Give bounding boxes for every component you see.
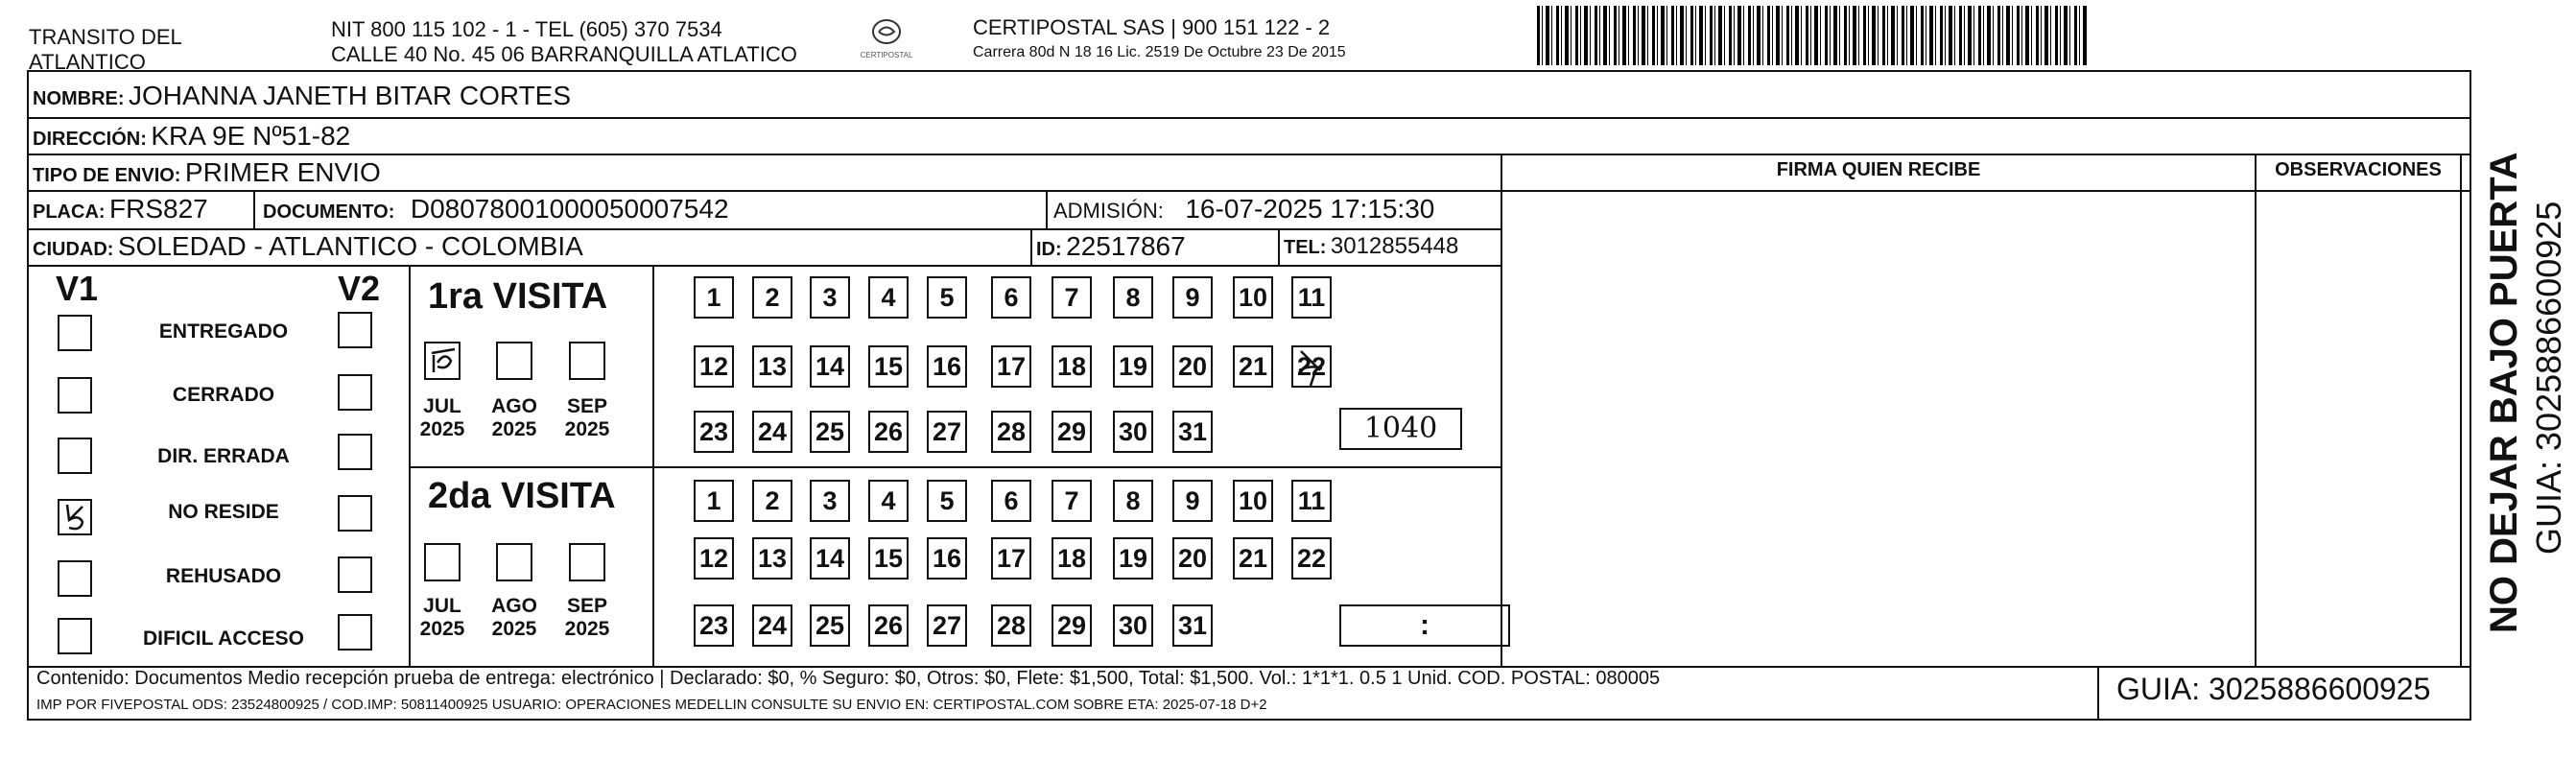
visit1-day-box[interactable]: 31: [1172, 411, 1213, 453]
visit2-day-box[interactable]: 24: [752, 604, 792, 647]
visit2-month-jul: JUL 2025: [419, 595, 465, 640]
sender-info: [331, 17, 797, 67]
v1-header: V1: [56, 269, 99, 308]
visit1-day-box[interactable]: 22: [1291, 345, 1332, 388]
carrier-name: CERTIPOSTAL SAS | 900 151 122 - 2: [973, 15, 1331, 39]
side-guia: GUIA: 3025886600925: [2529, 201, 2568, 555]
visit1-day-box[interactable]: 23: [694, 411, 734, 453]
visit2-day-box[interactable]: 10: [1233, 480, 1273, 522]
v1-dificil-acceso-checkbox[interactable]: [58, 618, 92, 654]
visit1-day-box[interactable]: 25: [810, 411, 850, 453]
visit1-day-box[interactable]: 10: [1233, 276, 1273, 319]
visit2-day-box[interactable]: 16: [927, 537, 967, 580]
visit1-day-box[interactable]: 4: [868, 276, 909, 319]
visit2-day-box[interactable]: 15: [868, 537, 909, 580]
visit2-day-box[interactable]: 5: [927, 480, 967, 522]
visit1-time-box[interactable]: 1040: [1339, 408, 1462, 450]
visit1-day-box[interactable]: 11: [1291, 276, 1332, 319]
id-value: 22517867: [1066, 231, 1186, 261]
visit2-day-box[interactable]: 28: [991, 604, 1031, 647]
visit2-day-box[interactable]: 12: [694, 537, 734, 580]
visit1-day-box[interactable]: 15: [868, 345, 909, 388]
id-row: ID: 22517867: [1036, 231, 1186, 261]
certipostal-logo: CERTIPOSTAL: [852, 17, 921, 59]
logo-icon: [869, 17, 904, 46]
visit1-day-box[interactable]: 6: [991, 276, 1031, 319]
visit2-day-box[interactable]: 25: [810, 604, 850, 647]
sender-address: CALLE 40 No. 45 06 BARRANQUILLA ATLATICO: [331, 42, 797, 66]
ciudad-value: SOLEDAD - ATLANTICO - COLOMBIA: [117, 231, 583, 261]
visit2-day-box[interactable]: 8: [1113, 480, 1153, 522]
option-cerrado: CERRADO: [172, 384, 275, 406]
visit1-day-box[interactable]: 29: [1052, 411, 1092, 453]
v2-header: V2: [338, 269, 381, 308]
v2-dir-errada-checkbox[interactable]: [338, 434, 372, 470]
visit1-day-box[interactable]: 8: [1113, 276, 1153, 319]
observaciones-header: OBSERVACIONES: [2275, 159, 2442, 180]
visit2-day-box[interactable]: 23: [694, 604, 734, 647]
v1-rehusado-checkbox[interactable]: [58, 560, 92, 597]
visit2-day-box[interactable]: 26: [868, 604, 909, 647]
visit1-day-box[interactable]: 12: [694, 345, 734, 388]
visit2-time-box[interactable]: :: [1339, 604, 1510, 647]
placa-value: FRS827: [109, 194, 208, 224]
option-dir-errada: DIR. ERRADA: [157, 445, 290, 467]
visit2-day-box[interactable]: 7: [1052, 480, 1092, 522]
visit2-day-box[interactable]: 2: [752, 480, 792, 522]
visit1-month-ago: AGO 2025: [491, 395, 537, 440]
visit2-day-box[interactable]: 18: [1052, 537, 1092, 580]
visit2-day-box[interactable]: 31: [1172, 604, 1213, 647]
visit2-sep-checkbox[interactable]: [569, 543, 605, 581]
visit1-day-box[interactable]: 2: [752, 276, 792, 319]
footer-guia: GUIA: 3025886600925: [2116, 672, 2431, 706]
option-dificil-acceso: DIFICIL ACCESO: [142, 627, 304, 650]
v2-no-reside-checkbox[interactable]: [338, 495, 372, 532]
tipo-envio-row: TIPO DE ENVIO: PRIMER ENVIO: [33, 157, 381, 187]
visit1-day-box[interactable]: 17: [991, 345, 1031, 388]
option-no-reside: NO RESIDE: [168, 501, 279, 523]
visit2-day-box[interactable]: 4: [868, 480, 909, 522]
v1-entregado-checkbox[interactable]: [58, 315, 92, 351]
visit2-day-box[interactable]: 17: [991, 537, 1031, 580]
nombre-value: JOHANNA JANETH BITAR CORTES: [129, 81, 572, 110]
visit2-ago-checkbox[interactable]: [496, 543, 532, 581]
side-warning: NO DEJAR BAJO PUERTA: [2483, 152, 2525, 633]
visit1-title: 1ra VISITA: [428, 276, 608, 317]
visit1-day-box[interactable]: 26: [868, 411, 909, 453]
visit2-day-box[interactable]: 20: [1172, 537, 1213, 580]
visit1-day-box[interactable]: 9: [1172, 276, 1213, 319]
firma-area[interactable]: [1502, 192, 2255, 666]
tel-value: 3012855448: [1330, 233, 1459, 259]
firma-header: FIRMA QUIEN RECIBE: [1776, 159, 1981, 180]
admision-row: ADMISIÓN: 16-07-2025 17:15:30: [1053, 194, 1435, 224]
visit1-day-box[interactable]: 20: [1172, 345, 1213, 388]
documento-value: D08078001000050007542: [410, 194, 729, 224]
visit2-jul-checkbox[interactable]: [424, 543, 461, 581]
visit2-title: 2da VISITA: [428, 476, 616, 516]
visit2-day-box[interactable]: 19: [1113, 537, 1153, 580]
visit2-day-box[interactable]: 14: [810, 537, 850, 580]
v2-dificil-acceso-checkbox[interactable]: [338, 614, 372, 651]
visit1-day-box[interactable]: 28: [991, 411, 1031, 453]
admision-value: 16-07-2025 17:15:30: [1185, 194, 1435, 224]
visit2-day-box[interactable]: 9: [1172, 480, 1213, 522]
visit2-day-box[interactable]: 6: [991, 480, 1031, 522]
visit2-day-box[interactable]: 27: [927, 604, 967, 647]
visit1-day-box[interactable]: 21: [1233, 345, 1273, 388]
handwritten-check-icon: [426, 343, 461, 380]
v1-no-reside-checkbox[interactable]: [58, 499, 92, 535]
handwritten-check-icon: [59, 501, 92, 535]
visit1-day-box[interactable]: 3: [810, 276, 850, 319]
visit1-jul-checkbox[interactable]: [424, 342, 461, 380]
visit1-day-box[interactable]: 24: [752, 411, 792, 453]
barcode: [1537, 6, 2089, 65]
sender-name: TRANSITO DEL ATLANTICO: [29, 25, 182, 74]
visit2-day-box[interactable]: 22: [1291, 537, 1332, 580]
visit1-day-box[interactable]: 18: [1052, 345, 1092, 388]
handwritten-mark-icon: [1291, 345, 1332, 388]
footer-contenido: Contenido: Documentos Medio recepción prueba de entrega: electrónico | Declarado: $0, % Seguro: $0, Otros: $0, Flete: $1,500, Total: $1,500. Vol.: 1*1*1. 0.5 1 Unid. COD. POSTAL: 080005: [36, 668, 1661, 689]
sender-nit: NIT 800 115 102 - 1 - TEL (605) 370 7534: [331, 17, 722, 41]
footer-imp: IMP POR FIVEPOSTAL ODS: 23524800925 / COD.IMP: 50811400925 USUARIO: OPERACIONES MEDELLIN CONSULTE SU ENVIO EN: CERTIPOSTAL.COM SOBRE ETA: 2025-07-18 D+2: [36, 697, 1267, 713]
visit2-day-box[interactable]: 11: [1291, 480, 1332, 522]
visit1-day-box[interactable]: 27: [927, 411, 967, 453]
option-rehusado: REHUSADO: [165, 565, 282, 587]
placa-row: PLACA: FRS827: [33, 194, 208, 224]
visit1-day-box[interactable]: 16: [927, 345, 967, 388]
ciudad-row: CIUDAD: SOLEDAD - ATLANTICO - COLOMBIA: [33, 231, 583, 261]
tipo-envio-value: PRIMER ENVIO: [184, 157, 381, 187]
documento-row: DOCUMENTO: D08078001000050007542: [263, 194, 729, 224]
visit1-day-box[interactable]: 19: [1113, 345, 1153, 388]
visit2-day-box[interactable]: 29: [1052, 604, 1092, 647]
visit2-month-ago: AGO 2025: [491, 595, 537, 640]
visit1-day-box[interactable]: 5: [927, 276, 967, 319]
visit1-month-jul: JUL 2025: [419, 395, 465, 440]
visit2-day-box[interactable]: 30: [1113, 604, 1153, 647]
v2-rehusado-checkbox[interactable]: [338, 556, 372, 593]
direccion-row: DIRECCIÓN: KRA 9E Nº51-82: [33, 121, 351, 151]
visit1-day-box[interactable]: 7: [1052, 276, 1092, 319]
visit2-day-box[interactable]: 13: [752, 537, 792, 580]
visit2-day-box[interactable]: 21: [1233, 537, 1273, 580]
v2-cerrado-checkbox[interactable]: [338, 374, 372, 411]
visit1-day-box[interactable]: 1: [694, 276, 734, 319]
visit2-day-box[interactable]: 1: [694, 480, 734, 522]
carrier-address: Carrera 80d N 18 16 Lic. 2519 De Octubre 23 De 2015: [973, 44, 1346, 60]
v1-dir-errada-checkbox[interactable]: [58, 438, 92, 474]
visit1-day-box[interactable]: 30: [1113, 411, 1153, 453]
visit2-month-sep: SEP 2025: [564, 595, 610, 640]
nombre-row: NOMBRE: JOHANNA JANETH BITAR CORTES: [33, 81, 572, 110]
visit1-month-sep: SEP 2025: [564, 395, 610, 440]
option-entregado: ENTREGADO: [158, 320, 289, 343]
v1-cerrado-checkbox[interactable]: [58, 377, 92, 414]
visit1-sep-checkbox[interactable]: [569, 342, 605, 380]
visit1-day-box[interactable]: 14: [810, 345, 850, 388]
visit1-day-box[interactable]: 13: [752, 345, 792, 388]
direccion-value: KRA 9E Nº51-82: [151, 121, 351, 151]
observaciones-area[interactable]: [2257, 192, 2460, 666]
visit2-day-box[interactable]: 3: [810, 480, 850, 522]
v2-entregado-checkbox[interactable]: [338, 312, 372, 348]
visit1-ago-checkbox[interactable]: [496, 342, 532, 380]
tel-row: TEL: 3012855448: [1284, 233, 1459, 259]
